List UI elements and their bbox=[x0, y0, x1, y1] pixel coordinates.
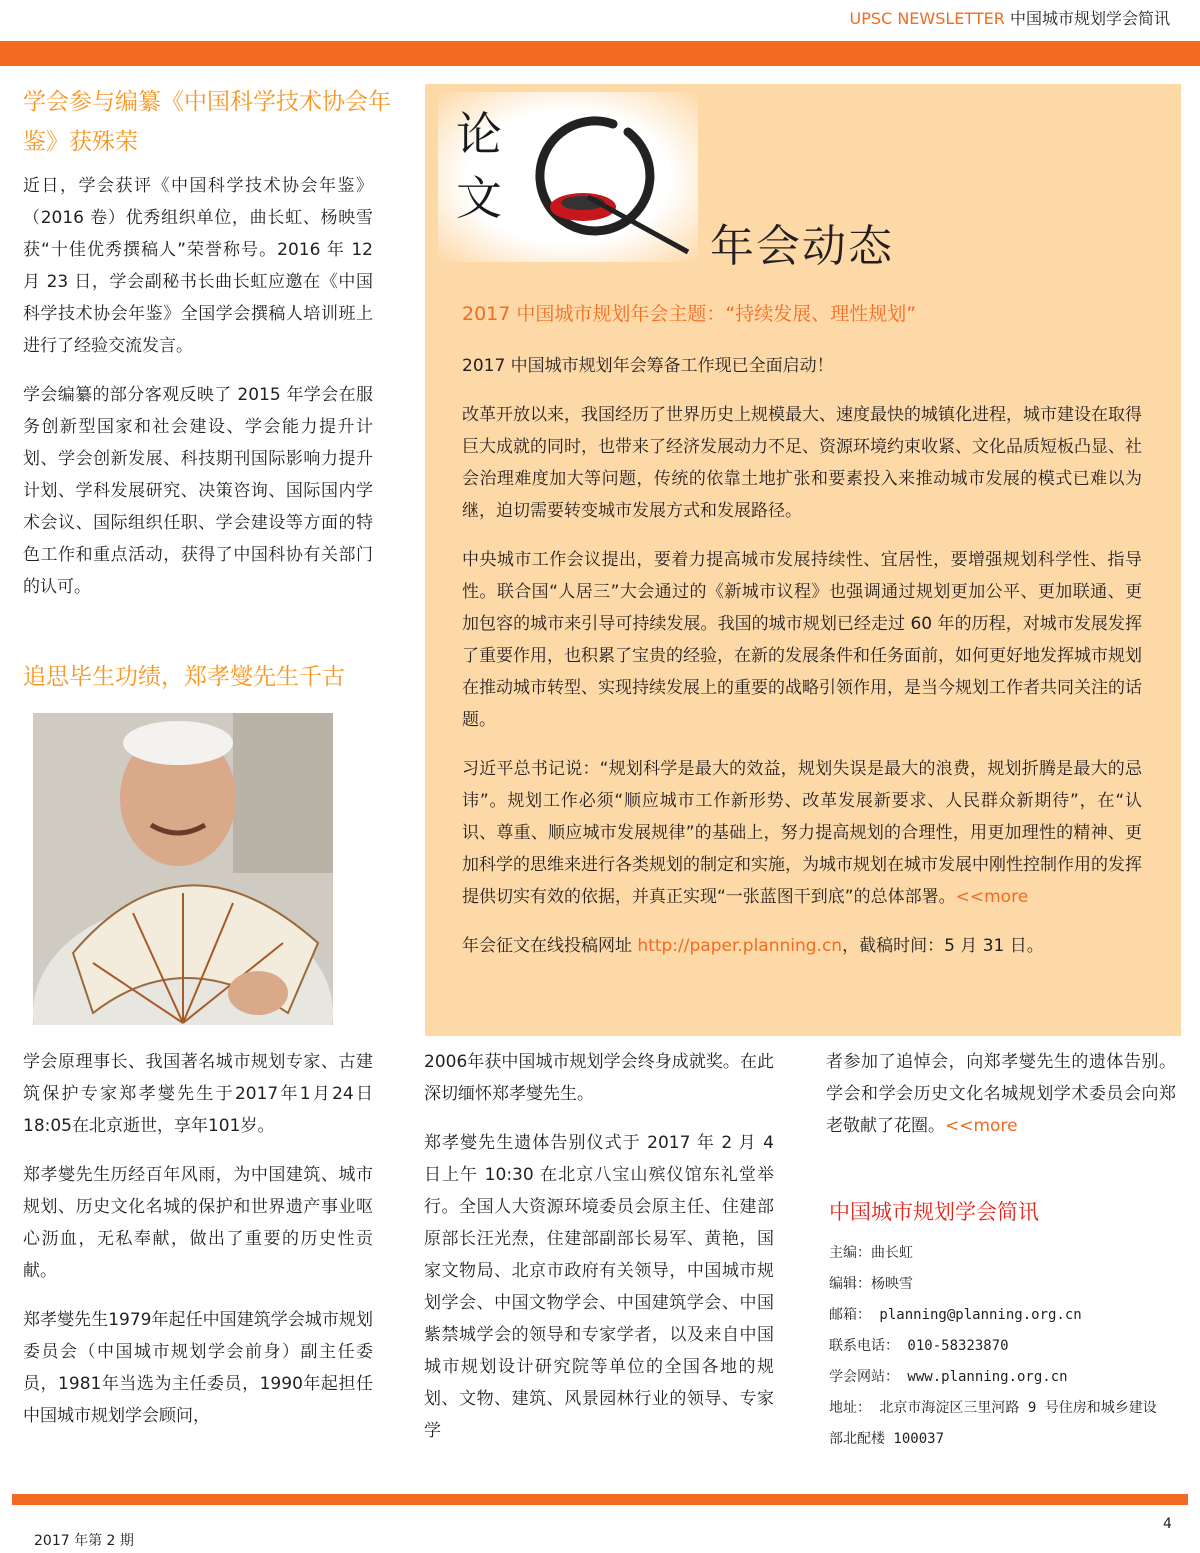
newsletter-name-en: UPSC NEWSLETTER bbox=[849, 9, 1005, 28]
more-link[interactable]: <<more bbox=[955, 887, 1029, 907]
annual-meeting-theme: 2017 中国城市规划年会主题：“持续发展、理性规划” bbox=[462, 303, 917, 325]
paragraph: 近日，学会获评《中国科学技术协会年鉴》（2016 卷）优秀组织单位，曲长虹、杨映雪获“十佳优秀撰稿人”荣誉称号。2016 年 12 月 23 日，学会副秘书长曲长虹应邀在《中国科学技术协会年鉴》全国学会撰稿人培训班上进行了经验交流发言。 bbox=[23, 176, 373, 356]
masthead-info bbox=[829, 1238, 1169, 1455]
submission-info bbox=[462, 930, 1142, 962]
footer-bar bbox=[12, 1494, 1188, 1505]
submission-url-link[interactable]: http://paper.planning.cn bbox=[637, 936, 843, 956]
memorial-column-3 bbox=[826, 1046, 1176, 1159]
annual-meeting-title: 年会动态 bbox=[710, 221, 894, 272]
paragraph: 改革开放以来，我国经历了世界历史上规模最大、速度最快的城镇化进程，城市建设在取得巨大成就的同时，也带来了经济发展动力不足、资源环境约束收紧、文化品质短板凸显、社会治理难度加大等问题，传统的依靠土地扩张和要素投入来推动城市发展的模式已难以为继，迫切需要转变城市发展方式和发展路径。 bbox=[462, 405, 1142, 521]
page-number: 4 bbox=[1163, 1516, 1172, 1532]
paragraph: 郑孝燮先生历经百年风雨，为中国建筑、城市规划、历史文化名城的保护和世界遗产事业呕心沥血，无私奉献，做出了重要的历史性贡献。 bbox=[23, 1165, 373, 1281]
section-title-memorial: 追思毕生功绩，郑孝燮先生千古 bbox=[23, 664, 345, 690]
logo-char: 论 bbox=[456, 107, 502, 161]
masthead-address: 地址： 北京市海淀区三里河路 9 号住房和城乡建设部北配楼 100037 bbox=[829, 1400, 1157, 1447]
submission-deadline: ，截稿时间：5 月 31 日。 bbox=[842, 936, 1044, 956]
portrait-illustration bbox=[33, 713, 333, 1025]
masthead-editor: 主编：曲长虹 bbox=[829, 1245, 913, 1261]
memorial-column-1 bbox=[23, 1046, 373, 1449]
masthead-email[interactable]: 邮箱： planning@planning.org.cn bbox=[829, 1307, 1082, 1323]
masthead-compiler: 编辑：杨映雪 bbox=[829, 1276, 913, 1292]
memorial-text: 者参加了追悼会，向郑孝燮先生的遗体告别。学会和学会历史文化名城规划学术委员会向郑老敬献了花圈。 bbox=[826, 1052, 1176, 1136]
paragraph: 2017 中国城市规划年会筹备工作现已全面启动！ bbox=[462, 356, 834, 376]
paragraph: 郑孝燮先生遗体告别仪式于 2017 年 2 月 4 日上午 10:30 在北京八宝山殡仪馆东礼堂举行。全国人大资源环境委员会原主任、住建部原部长汪光焘，住建部副部长易军、黄艳，国家文物局、北京市政府有关领导，中国城市规划学会、中国文物学会、中国建筑学会、中国紫禁城学会的领导和专家学者，以及来自中国城市规划设计研究院等单位的全国各地的规划、文物、建筑、风景园林行业的领导、专家学 bbox=[424, 1133, 774, 1441]
portrait-photo bbox=[33, 713, 333, 1025]
masthead-phone: 联系电话： 010-58323870 bbox=[829, 1338, 1009, 1354]
newsletter-header bbox=[850, 6, 1170, 29]
paragraph: 学会编纂的部分客观反映了 2015 年学会在服务创新型国家和社会建设、学会能力提升计划、学会创新发展、科技期刊国际影响力提升计划、学科发展研究、决策咨询、国际国内学术会议、国际组织任职、学会建设等方面的特色工作和重点活动，获得了中国科协有关部门的认可。 bbox=[23, 385, 373, 597]
newsletter-name-cn: 中国城市规划学会简讯 bbox=[1009, 9, 1170, 28]
submission-prefix: 年会征文在线投稿网址 bbox=[462, 936, 638, 956]
paragraph: 中央城市工作会议提出，要着力提高城市发展持续性、宜居性，要增强规划科学性、指导性。联合国“人居三”大会通过的《新城市议程》也强调通过规划更加公平、更加联通、更加包容的城市来引导可持续发展。我国的城市规划已经走过 60 年的历程，对城市发展发挥了重要作用，也积累了宝贵的经验，在新的发展条件和任务面前，如何更好地发挥城市规划在推动城市转型、实现持续发展上的重要的战略引领作用，是当今规划工作者共同关注的话题。 bbox=[462, 550, 1142, 730]
masthead-website[interactable]: 学会网站： www.planning.org.cn bbox=[829, 1369, 1068, 1385]
issue-number: 2017 年第 2 期 bbox=[34, 1533, 134, 1549]
paragraph bbox=[826, 1046, 1176, 1142]
logo-char: 文 bbox=[456, 171, 502, 225]
annual-meeting-article bbox=[462, 350, 1142, 979]
paragraph: 学会原理事长、我国著名城市规划专家、古建筑保护专家郑孝燮先生于2017年1月24日18:05在北京逝世，享年101岁。 bbox=[23, 1052, 373, 1136]
paragraph-xi-quote bbox=[462, 753, 1142, 913]
paragraph: 郑孝燮先生1979年起任中国建筑学会城市规划委员会（中国城市规划学会前身）副主任委员，1981年当选为主任委员，1990年起担任中国城市规划学会顾问， bbox=[23, 1310, 373, 1426]
xi-quote-text: 习近平总书记说：“规划科学是最大的效益，规划失误是最大的浪费，规划折腾是最大的忌讳”。规划工作必须“顺应城市工作新形势、改革发展新要求、人民群众新期待”，在“认识、尊重、顺应城市发展规律”的基础上，努力提高规划的合理性，用更加理性的精神、更加科学的思维来进行各类规划的制定和实施，为城市规划在城市发展中刚性控制作用的发挥提供切实有效的依据，并真正实现“一张蓝图干到底”的总体部署。 bbox=[462, 759, 1142, 907]
paragraph: 2006年获中国城市规划学会终身成就奖。在此深切缅怀郑孝燮先生。 bbox=[424, 1052, 774, 1104]
yearbook-article bbox=[23, 170, 373, 620]
paper-logo-text bbox=[456, 102, 502, 230]
header-bar bbox=[0, 41, 1200, 66]
more-link[interactable]: <<more bbox=[945, 1116, 1018, 1136]
memorial-column-2 bbox=[424, 1046, 774, 1464]
section-title-yearbook: 学会参与编纂《中国科学技术协会年鉴》获殊荣 bbox=[23, 89, 391, 155]
masthead-title: 中国城市规划学会简讯 bbox=[829, 1200, 1039, 1224]
